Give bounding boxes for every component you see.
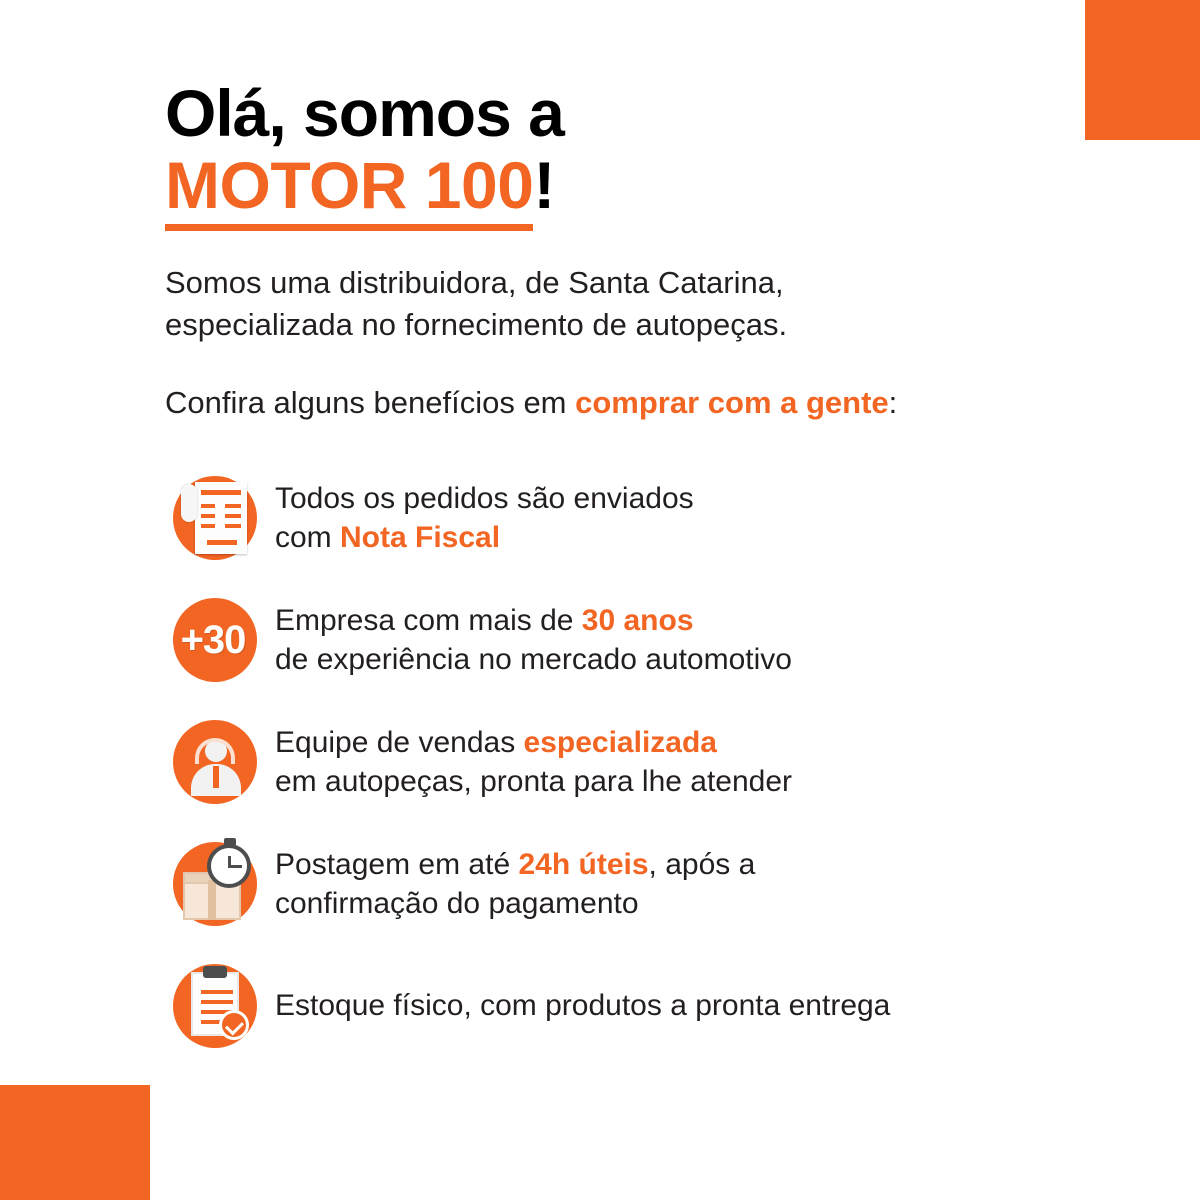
list-item bbox=[165, 586, 1095, 694]
list-item bbox=[165, 830, 1095, 938]
list-item bbox=[165, 464, 1095, 572]
benefits-lead-text bbox=[165, 382, 1095, 424]
content-container bbox=[165, 76, 1095, 1074]
benefit-1-line1: Todos os pedidos são enviados bbox=[275, 481, 694, 515]
benefits-list bbox=[165, 464, 1095, 1074]
benefit-4-line1-accent: 24h úteis bbox=[518, 847, 649, 881]
benefit-2-line1-prefix: Empresa com mais de bbox=[275, 603, 582, 637]
plus-30-years-icon bbox=[165, 592, 261, 688]
plus-30-label: +30 bbox=[180, 617, 246, 662]
benefit-4-line2: confirmação do pagamento bbox=[275, 886, 639, 920]
intro-paragraph bbox=[165, 262, 1095, 346]
clipboard-check-icon bbox=[165, 958, 261, 1054]
decor-square-top-right bbox=[1085, 0, 1200, 140]
benefit-text bbox=[275, 479, 694, 557]
sales-operator-icon bbox=[165, 714, 261, 810]
page-title-line1: Olá, somos a bbox=[165, 76, 564, 150]
benefit-text bbox=[275, 845, 755, 923]
benefits-lead-prefix: Confira alguns benefícios em bbox=[165, 384, 576, 420]
brand-exclamation: ! bbox=[533, 148, 555, 222]
list-item bbox=[165, 708, 1095, 816]
benefit-1-line2-accent: Nota Fiscal bbox=[340, 520, 501, 554]
benefit-2-line2: de experiência no mercado automotivo bbox=[275, 642, 792, 676]
benefit-text bbox=[275, 723, 792, 801]
benefit-5-line1: Estoque físico, com produtos a pronta entrega bbox=[275, 989, 891, 1023]
benefits-lead-accent: comprar com a gente bbox=[575, 384, 889, 420]
intro-line1: Somos uma distribuidora, de Santa Catarina, bbox=[165, 265, 784, 300]
benefit-4-line1-prefix: Postagem em até bbox=[275, 847, 519, 881]
benefit-3-line1-accent: especializada bbox=[523, 725, 717, 759]
benefit-4-line1-suffix: , após a bbox=[648, 847, 756, 881]
receipt-icon bbox=[165, 470, 261, 566]
benefit-text bbox=[275, 986, 890, 1025]
benefit-3-line1-prefix: Equipe de vendas bbox=[275, 725, 524, 759]
brand-name: MOTOR 100 bbox=[165, 148, 533, 231]
benefit-3-line2: em autopeças, pronta para lhe atender bbox=[275, 764, 793, 798]
benefit-2-line1-accent: 30 anos bbox=[581, 603, 694, 637]
intro-line2: especializada no fornecimento de autopeças. bbox=[165, 306, 788, 342]
list-item bbox=[165, 952, 1095, 1060]
package-stopwatch-icon bbox=[165, 836, 261, 932]
benefit-1-line2-prefix: com bbox=[275, 520, 341, 554]
benefit-text bbox=[275, 601, 792, 679]
benefits-lead-suffix: : bbox=[888, 384, 898, 420]
decor-square-bottom-left bbox=[0, 1085, 150, 1200]
page-title-line2 bbox=[165, 148, 1095, 222]
